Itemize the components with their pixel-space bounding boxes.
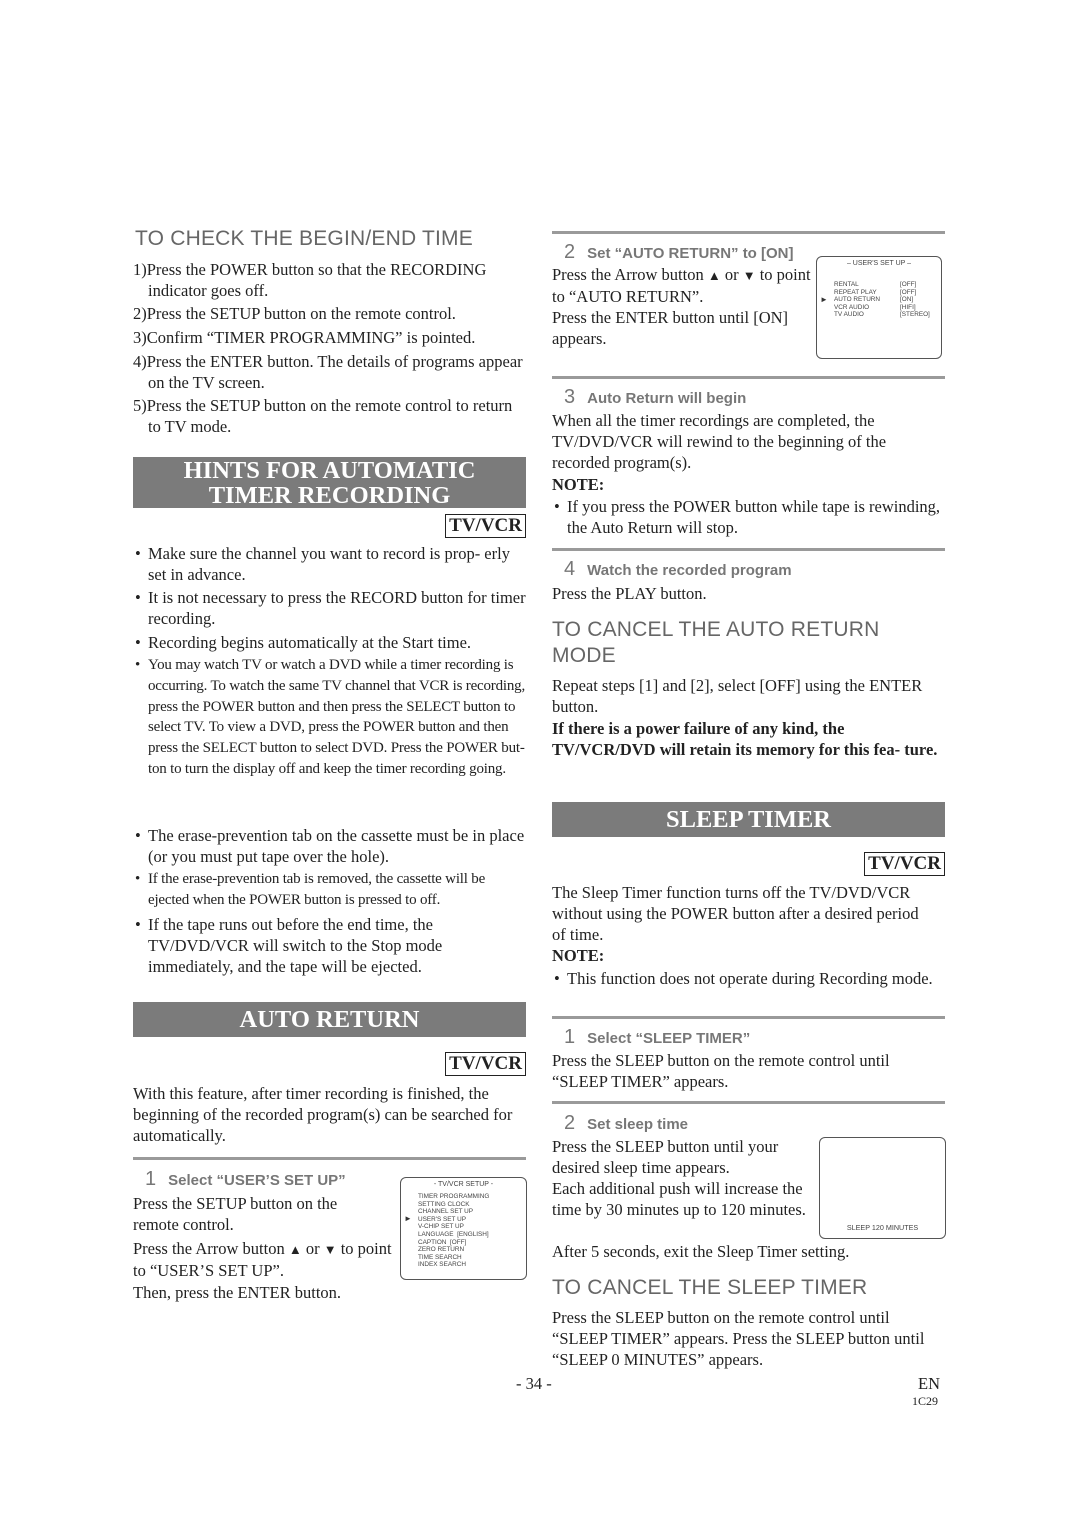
sleep-timer-intro: The Sleep Timer function turns off the TV/DVD/VCR without using the POWER button after a desired period of time.: [552, 883, 919, 944]
users-setup-list: [820, 281, 938, 319]
menu-item: CAPTION [OFF]: [418, 1238, 467, 1246]
tvvcr-setup-screen: [400, 1177, 527, 1280]
page-number: - 34 -: [516, 1374, 552, 1393]
step1-title: Select “USER’S SET UP”: [168, 1172, 346, 1189]
setting-row: RENTAL [OFF]: [834, 281, 917, 288]
model-code: 1C29: [912, 1394, 939, 1408]
cancel-auto-return-text: Repeat steps [1] and [2], select [OFF] using the ENTER button.: [552, 676, 923, 716]
menu-item: V-CHIP SET UP: [418, 1223, 464, 1231]
hints-bullet-4: • You may watch TV or watch a DVD while a timer recording is occurring. To watch the same TV channel that VCR is recording, press the POWER button and then press the SELECT button to select TV. To view a DVD, press the POWER button and then press the SELECT button to select DVD. Press the POWER but- ton to turn the display off and keep the timer recording going.: [135, 657, 526, 777]
auto-return-tvvcr-badge: TV/VCR: [445, 1052, 526, 1076]
check-step-3: 3)Confirm “TIMER PROGRAMMING” is pointed.: [133, 328, 476, 347]
step-divider: [552, 1016, 945, 1019]
sleep-step1-title: Select “SLEEP TIMER”: [587, 1030, 751, 1047]
note-label: NOTE:: [552, 475, 605, 494]
step2-text-1: Press the Arrow button ▲ or ▼ to point to “AUTO RETURN”.: [552, 265, 811, 306]
sleep-timer-tvvcr-badge: TV/VCR: [864, 852, 945, 876]
users-setup-screen: [816, 256, 942, 359]
sleep-time-display: SLEEP 120 MINUTES: [846, 1223, 919, 1232]
sleep-step2-number: 2: [564, 1112, 576, 1134]
cancel-sleep-heading: TO CANCEL THE SLEEP TIMER: [552, 1276, 868, 1299]
step4-number: 4: [564, 558, 576, 580]
setting-row: REPEAT PLAY [OFF]: [834, 288, 917, 296]
auto-return-intro: With this feature, after timer recording is finished, the beginning of the recorded program(s) can be searched for automatically.: [133, 1084, 513, 1145]
step4-text: Press the PLAY button.: [552, 584, 707, 603]
step-divider: [552, 1101, 945, 1104]
menu-item: LANGUAGE [ENGLISH]: [418, 1230, 489, 1238]
cancel-sleep-text: Press the SLEEP button on the remote control until “SLEEP TIMER” appears. Press the SLEEP button until “SLEEP 0 MINUTES” appears.: [552, 1308, 925, 1369]
hints-tvvcr-badge: TV/VCR: [445, 514, 526, 538]
setting-row: TV AUDIO [STEREO]: [834, 311, 930, 319]
step3-text: When all the timer recordings are completed, the TV/DVD/VCR will rewind to the beginning of the recorded program(s).: [552, 411, 887, 472]
auto-return-banner: AUTO RETURN: [133, 1002, 526, 1037]
menu-item: ZERO RETURN: [418, 1246, 465, 1254]
step4-title: Watch the recorded program: [587, 562, 792, 579]
step2-heading: [564, 241, 794, 265]
step2-title: Set “AUTO RETURN” to [ON]: [587, 245, 794, 262]
step-divider: [552, 376, 945, 379]
cursor-arrow-icon: ►: [820, 295, 828, 304]
menu-item: TIMER PROGRAMMING: [418, 1193, 490, 1200]
hints-bullet-6: • If the erase-prevention tab is removed, the cassette will be ejected when the POWER button is pressed to off.: [135, 871, 486, 908]
cancel-auto-return-heading: TO CANCEL THE AUTO RETURN MODE: [552, 618, 880, 667]
setting-row-selected: AUTO RETURN [ON]: [834, 296, 914, 304]
hints-title-line1: HINTS FOR AUTOMATIC: [183, 457, 476, 484]
sleep-note-label: NOTE:: [552, 946, 605, 965]
sleep-step1-text: Press the SLEEP button on the remote control until “SLEEP TIMER” appears.: [552, 1051, 890, 1091]
setup-menu-list: [404, 1193, 526, 1269]
step-divider: [552, 231, 945, 234]
check-step-2: 2)Press the SETUP button on the remote control.: [133, 304, 456, 323]
step2-number: 2: [564, 241, 576, 263]
menu-item: SETTING CLOCK: [418, 1200, 470, 1208]
hints-banner: [133, 457, 526, 508]
hints-bullet-1: • Make sure the channel you want to record is prop- erly set in advance.: [135, 544, 510, 584]
menu-item: TIME SEARCH: [418, 1253, 462, 1261]
sleep-timer-banner: SLEEP TIMER: [552, 802, 945, 837]
sleep-step1-heading: [564, 1026, 750, 1050]
language-code: EN: [918, 1374, 940, 1393]
arrow-down-icon: ▼: [323, 1242, 337, 1257]
hints-bullet-7: • If the tape runs out before the end time, the TV/DVD/VCR will switch to the Stop mode immediately, and the tape will be ejected.: [135, 915, 443, 976]
sleep-step2-title: Set sleep time: [587, 1116, 689, 1133]
step1-number: 1: [145, 1168, 157, 1190]
sleep-timer-screen: [819, 1137, 946, 1239]
menu-item: INDEX SEARCH: [418, 1261, 466, 1269]
step1-heading: [145, 1168, 346, 1192]
screen-title: - TV/VCR SETUP -: [433, 1181, 494, 1188]
sleep-step2-text-1: Press the SLEEP button until your desired sleep time appears.: [552, 1137, 779, 1177]
step2-text-2: Press the ENTER button until [ON] appears.: [552, 308, 789, 348]
sleep-step2-heading: [564, 1112, 688, 1136]
menu-item-selected: USER'S SET UP: [418, 1215, 466, 1223]
step-divider: [552, 548, 945, 551]
check-step-4: 4)Press the ENTER button. The details of programs appear on the TV screen.: [133, 352, 523, 392]
sleep-note: • This function does not operate during Recording mode.: [554, 969, 933, 988]
step1-text-1: Press the SETUP button on the remote control.: [133, 1194, 338, 1234]
arrow-up-icon: ▲: [707, 268, 721, 283]
step3-heading: [564, 386, 746, 410]
screen-title: – USER'S SET UP –: [846, 260, 912, 267]
step4-heading: [564, 558, 792, 582]
sleep-step2-text-2: Each additional push will increase the time by 30 minutes up to 120 minutes.: [552, 1179, 806, 1219]
setting-row: VCR AUDIO [HIFI]: [834, 303, 916, 311]
sleep-step1-number: 1: [564, 1026, 576, 1048]
step-divider: [133, 1157, 526, 1160]
step3-number: 3: [564, 386, 576, 408]
step3-title: Auto Return will begin: [587, 390, 747, 407]
arrow-up-icon: ▲: [288, 1242, 302, 1257]
power-failure-note: If there is a power failure of any kind, the TV/VCR/DVD will retain its memory for this fea- ture.: [552, 719, 938, 759]
arrow-down-icon: ▼: [742, 268, 756, 283]
menu-item: CHANNEL SET UP: [418, 1208, 474, 1216]
hints-title-line2: TIMER RECORDING: [208, 482, 451, 509]
hints-bullet-2: • It is not necessary to press the RECORD button for timer recording.: [135, 588, 526, 628]
step1-text-3: Then, press the ENTER button.: [133, 1283, 342, 1302]
check-step-1: 1)Press the POWER button so that the RECORDING indicator goes off.: [133, 260, 487, 300]
hints-bullet-3: • Recording begins automatically at the Start time.: [135, 633, 472, 652]
hints-bullet-5: • The erase-prevention tab on the cassette must be in place (or you must put tape over the hole).: [135, 826, 525, 866]
step1-text-2: Press the Arrow button ▲ or ▼ to point to “USER’S SET UP”.: [133, 1239, 392, 1280]
cursor-arrow-icon: ►: [404, 1214, 412, 1223]
step3-note: • If you press the POWER button while tape is rewinding, the Auto Return will stop.: [554, 497, 941, 537]
check-begin-end-heading: TO CHECK THE BEGIN/END TIME: [135, 227, 473, 250]
sleep-step2-text-3: After 5 seconds, exit the Sleep Timer setting.: [552, 1242, 850, 1261]
check-step-5: 5)Press the SETUP button on the remote control to return to TV mode.: [133, 396, 513, 436]
